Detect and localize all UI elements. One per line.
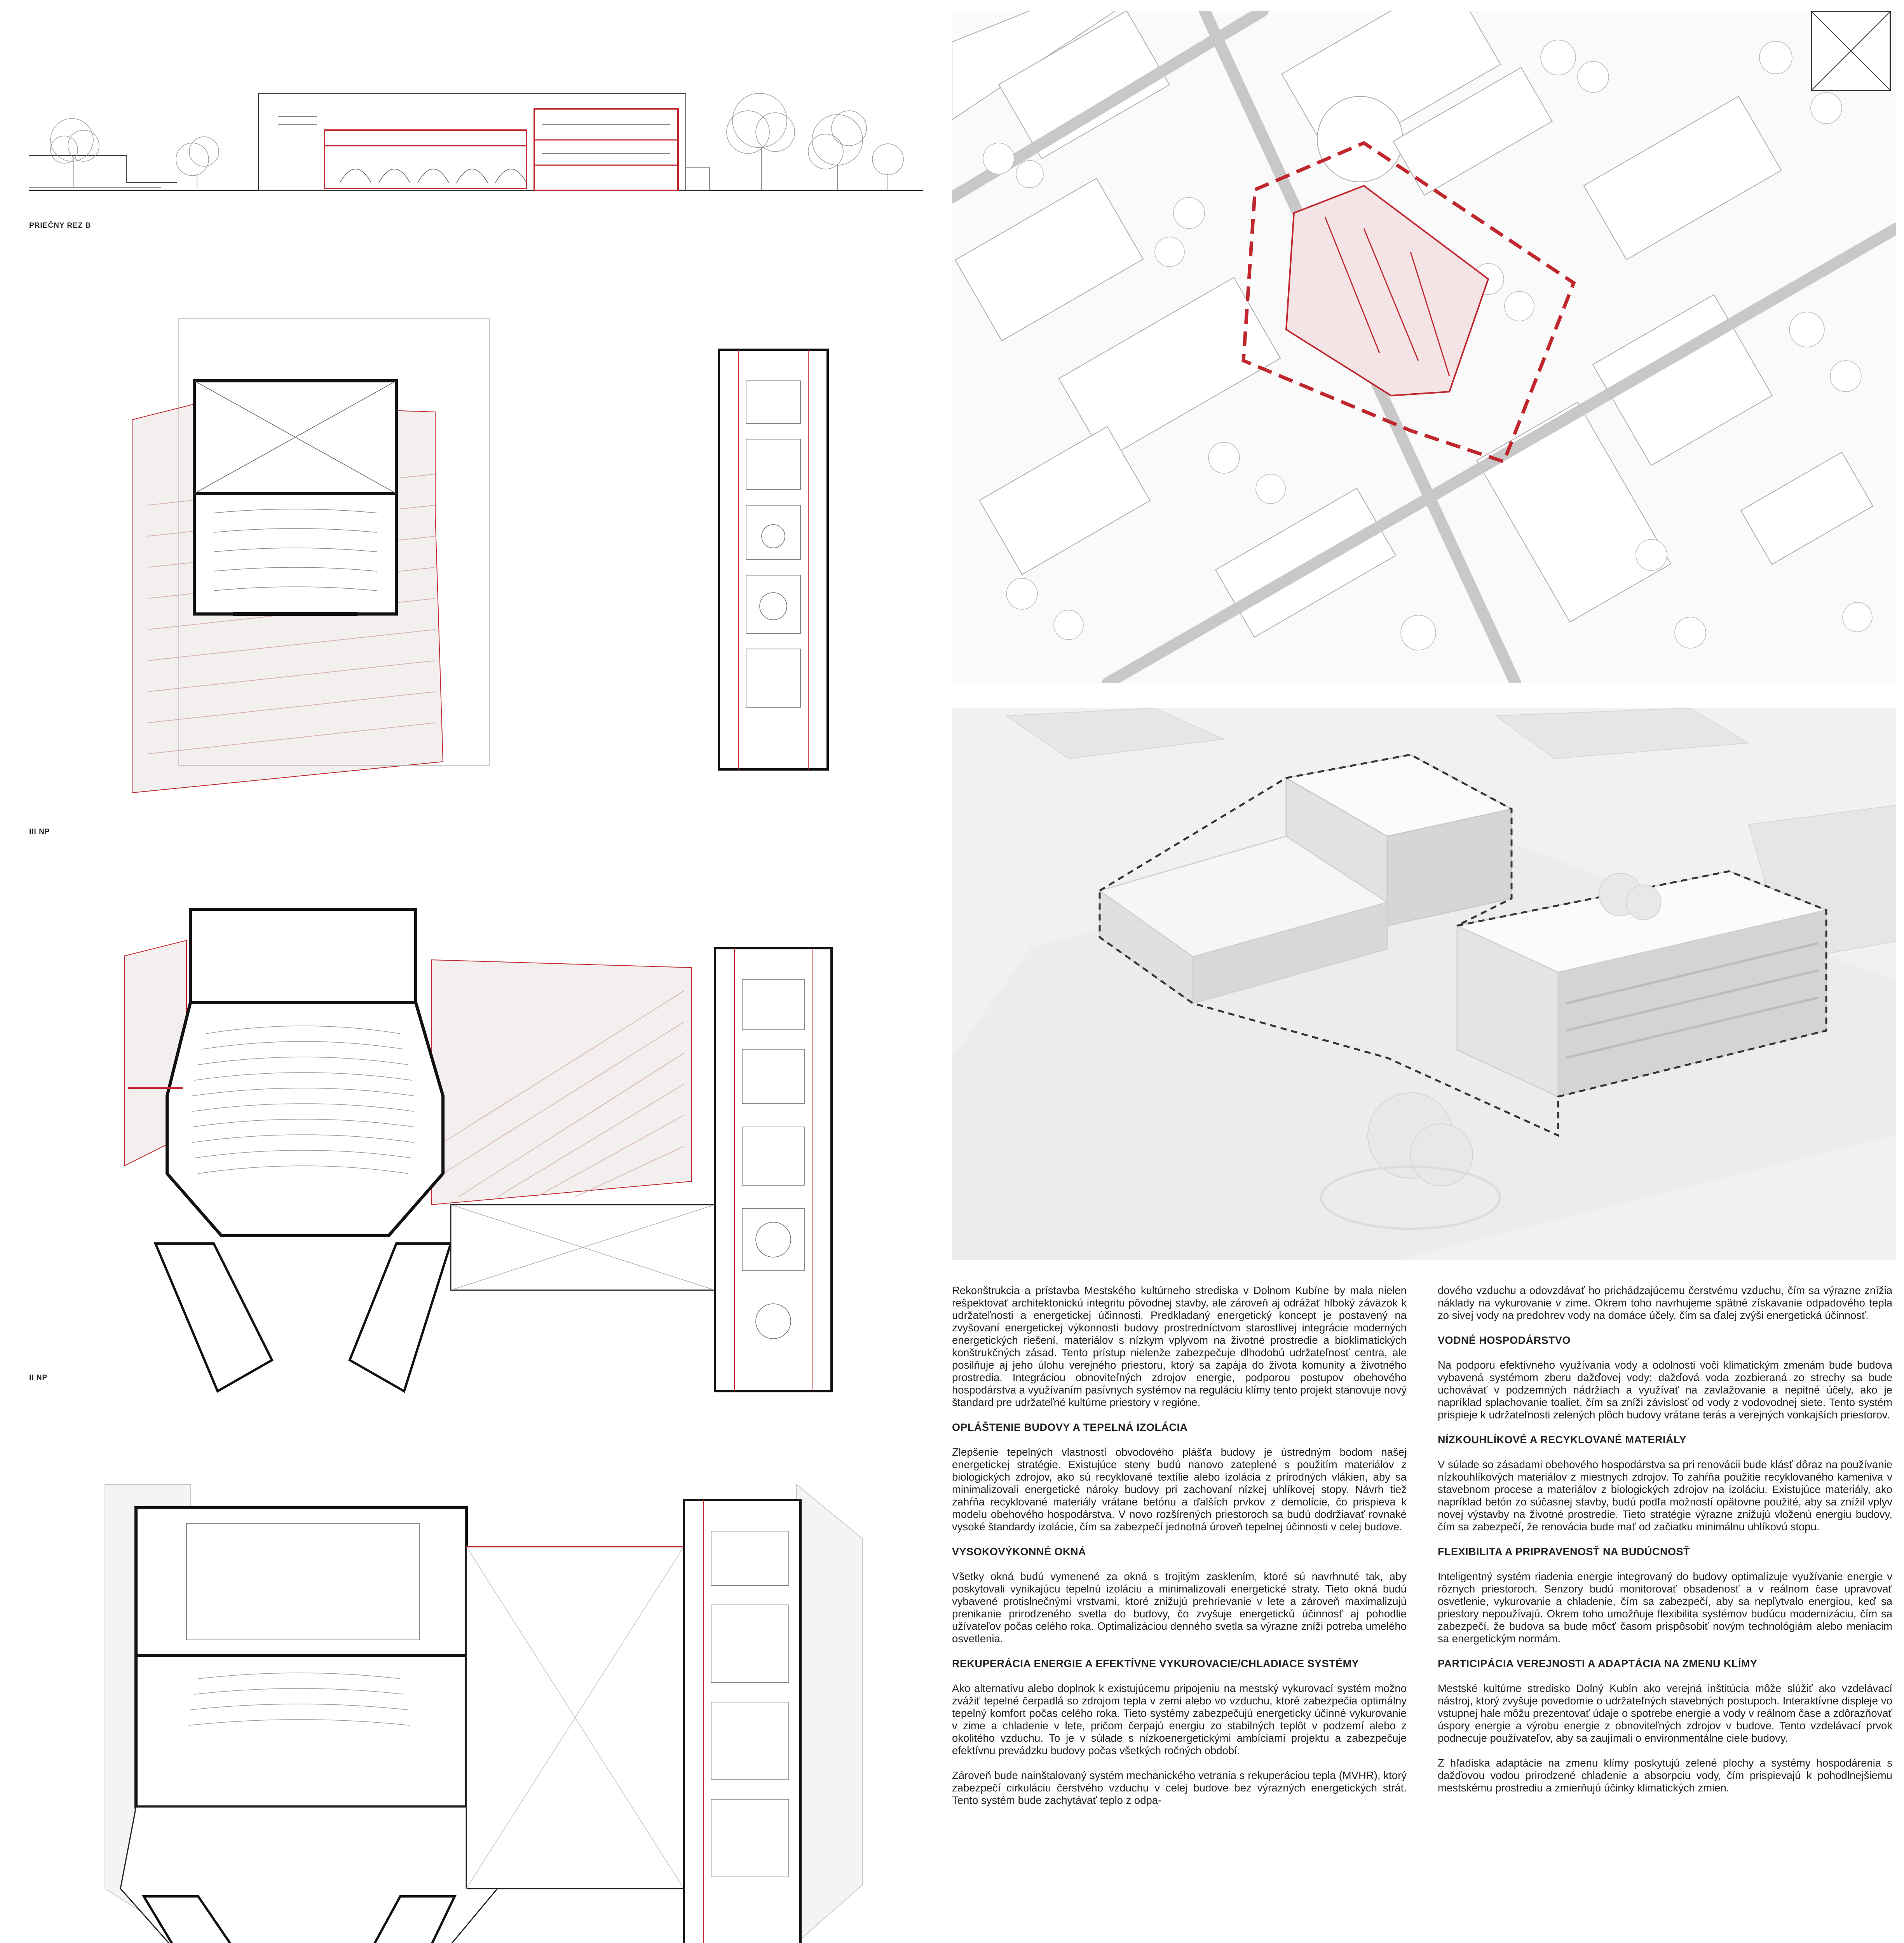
paragraph: Zlepšenie tepelných vlastností obvodového plášťa budovy je ústredným bodom našej energetickej stratégie. Existujúce steny budú nanovo zateplené s použitím materiálov z biologických zdrojov, ako sú recyklované textílie alebo izolácia z prírodných vlákien, aby sa minimalizovali energetické nároky budovy pri zachovaní nízkej uhlíkovej stopy. Návrh tiež zahŕňa recyklované materiály vrátane betónu a ďalších prvkov z demolície, čo prispieva k modelu obehového hospodárstva. V novo rozšírených priestoroch sa budú dodržiavať rovnaké vysoké štandardy izolácie, čím sa zabezpečí jednotná úroveň tepelnej účinnosti v celej budove. — [952, 1446, 1407, 1533]
text-column-right — [1438, 1284, 1892, 1807]
floor-plan-1np — [89, 1477, 870, 1943]
north-arrow-icon — [1811, 11, 1891, 91]
section-heading: REKUPERÁCIA ENERGIE A EFEKTÍVNE VYKUROVACIE/CHLADIACE SYSTÉMY — [952, 1658, 1359, 1669]
paragraph: dového vzduchu a odovzdávať ho prichádzajúcemu čerstvému vzduchu, čím sa výrazne znížia náklady na vykurovanie v zime. Okrem toho navrhujeme spätné získavanie odpadového tepla zo sivej vody na predohrev vody na domáce účely, čím sa ďalej zvýši energetická účinnosť. — [1438, 1284, 1892, 1321]
paragraph: Ako alternatívu alebo doplnok k existujúcemu pripojeniu na mestský vykurovací systém možno zvážiť tepelné čerpadlá so zdrojom tepla v zemi alebo vo vzduchu, ktoré zabezpečia optimálny tepelný komfort počas celého roka. Tieto systémy zabezpečujú energeticky účinné vykurovanie v zime a chladenie v lete, pričom čerpajú energiu zo stabilných teplôt v podzemí alebo z okolitého vzduchu. To je v súlade s nízkoenergetickými ambíciami projektu a zabezpečuje efektívnu prevádzku budovy počas všetkých ročných období. — [952, 1682, 1407, 1756]
site-plan — [952, 11, 1896, 683]
label-section: PRIEČNY REZ B — [29, 222, 91, 230]
paragraph: Z hľadiska adaptácie na zmenu klímy poskytujú zelené plochy a systémy hospodárenia s dažďovou vodou prirodzené chladenie a absorpciu vody, čím prispievajú k pohodlnejšiemu mestskému prostrediu a zmierňujú účinky klimatických zmien. — [1438, 1757, 1892, 1794]
paragraph: Inteligentný systém riadenia energie integrovaný do budovy optimalizuje využívanie energie v rôznych priestoroch. Senzory budú monitorovať obsadenosť a v reálnom čase upravovať osvetlenie, vykurovanie a chladenie, čím sa zabezpečí, aby sa nepľytvalo energiou, keď sa priestory nepoužívajú. Okrem toho umožňuje flexibilita systémov budúcu modernizáciu, čím sa zabezpečí, že budova sa bude môcť časom prispôsobiť novým technológiám alebo meniacim sa energetickým normám. — [1438, 1570, 1892, 1645]
paragraph: Rekonštrukcia a prístavba Mestského kultúrneho strediska v Dolnom Kubíne by mala nielen rešpektovať architektonickú integritu pôvodnej stavby, ale zároveň aj odrážať hlboký záväzok k udržateľnosti a energetickej účinnosti. Predkladaný energetický koncept je postavený na zvyšovaní energetickej výkonnosti budovy prostredníctvom starostlivej integrácie moderných energetických riešení, materiálov s nízkym vplyvom na životné prostredie a bioklimatických konštrukčných zásad. Tento prístup nielenže zabezpečuje dlhodobú udržateľnosť centra, ale posilňuje aj jeho úlohu verejného priestoru, ktorý sa zapája do života komunity a životného prostredia. Integráciou obnoviteľných zdrojov energie, podporou postupov obehového hospodárstva a využívaním pasívnych systémov na reguláciu klímy tento projekt stanovuje nový štandard pre udržateľné kultúrne priestory v regióne. — [952, 1284, 1407, 1408]
section-heading: OPLÁŠTENIE BUDOVY A TEPELNÁ IZOLÁCIA — [952, 1421, 1188, 1433]
section-heading: VODNÉ HOSPODÁRSTVO — [1438, 1334, 1571, 1346]
section-heading: FLEXIBILITA A PRIPRAVENOSŤ NA BUDÚCNOSŤ — [1438, 1546, 1690, 1558]
paragraph: Zároveň bude nainštalovaný systém mechanického vetrania s rekuperáciou tepla (MVHR), ktorý zabezpečí cirkuláciu čerstvého vzduchu v celej budove bez výrazných energetických strát. Tento systém bude zachytávať teplo z odpa- — [952, 1769, 1407, 1806]
axonometric-render — [952, 708, 1896, 1260]
label-floor-3np: III NP — [29, 828, 50, 836]
label-floor-2np: II NP — [29, 1374, 48, 1382]
section-heading: NÍZKOUHLÍKOVÉ A RECYKLOVANÉ MATERIÁLY — [1438, 1434, 1687, 1446]
paragraph: V súlade so zásadami obehového hospodárstva sa pri renovácii bude klásť dôraz na používanie nízkouhlíkových materiálov z miestnych zdrojov. To zahŕňa použitie recyklovaného kameniva v stavebnom procese a materiálov z biologických zdrojov na izoláciu. Existujúce materiály, ako napríklad betón zo súčasnej stavby, budú podľa možností opätovne použité, aby sa znížil vplyv novej výstavby na životné prostredie. Tieto stratégie výrazne znižujú vloženú energiu budovy, čím sa zabezpečí, že renovácia bude mať od začiatku minimálnu uhlíkovú stopu. — [1438, 1458, 1892, 1533]
cross-section-drawing — [29, 66, 923, 225]
paragraph: Mestské kultúrne stredisko Dolný Kubín ako verejná inštitúcia môže slúžiť ako vzdelávací nástroj, ktorý zvyšuje povedomie o udržateľných stavebných postupoch. Interaktívne displeje vo vstupnej hale môžu prezentovať údaje o spotrebe energie a vody v reálnom čase a zdôrazňovať úspory energie a výrobu energie z obnoviteľných zdrojov v budove. Tento vzdelávací prvok podnecuje používateľov, aby sa zaujímali o environmentálne ciele budovy. — [1438, 1682, 1892, 1744]
floor-plan-3np — [117, 311, 855, 816]
floor-plan-2np — [109, 902, 867, 1422]
paragraph: Na podporu efektívneho využívania vody a odolnosti voči klimatickým zmenám bude budova vybavená systémom zberu dažďovej vody: dažďová voda zozbieraná zo strechy sa bude uchovávať v podzemných nádržiach a využívať na zavlažovanie a nepitné účely, ako je napríklad splachovanie toaliet, čím sa zníži závislosť od vody z vodovodnej siete. Tento systém prispieje k udržateľnosti zelených plôch budovy vrátane terás a verejných vonkajších priestorov. — [1438, 1359, 1892, 1421]
section-heading: PARTICIPÁCIA VEREJNOSTI A ADAPTÁCIA NA ZMENU KLÍMY — [1438, 1658, 1758, 1669]
paragraph: Všetky okná budú vymenené za okná s trojitým zasklením, ktoré sú navrhnuté tak, aby poskytovali vynikajúcu tepelnú izoláciu a minimalizovali energetické straty. Tieto okná budú vybavené protislnečnými vrstvami, ktoré znižujú prehrievanie v lete a zároveň maximalizujú prenikanie prirodzeného svetla do budovy, čo zvyšuje energetickú účinnosť aj pohodlie užívateľov počas celého roka. Optimalizáciou denného svetla sa výrazne zníži potreba umelého osvetlenia. — [952, 1570, 1407, 1645]
text-column-left — [952, 1284, 1407, 1819]
section-heading: VYSOKOVÝKONNÉ OKNÁ — [952, 1546, 1086, 1558]
